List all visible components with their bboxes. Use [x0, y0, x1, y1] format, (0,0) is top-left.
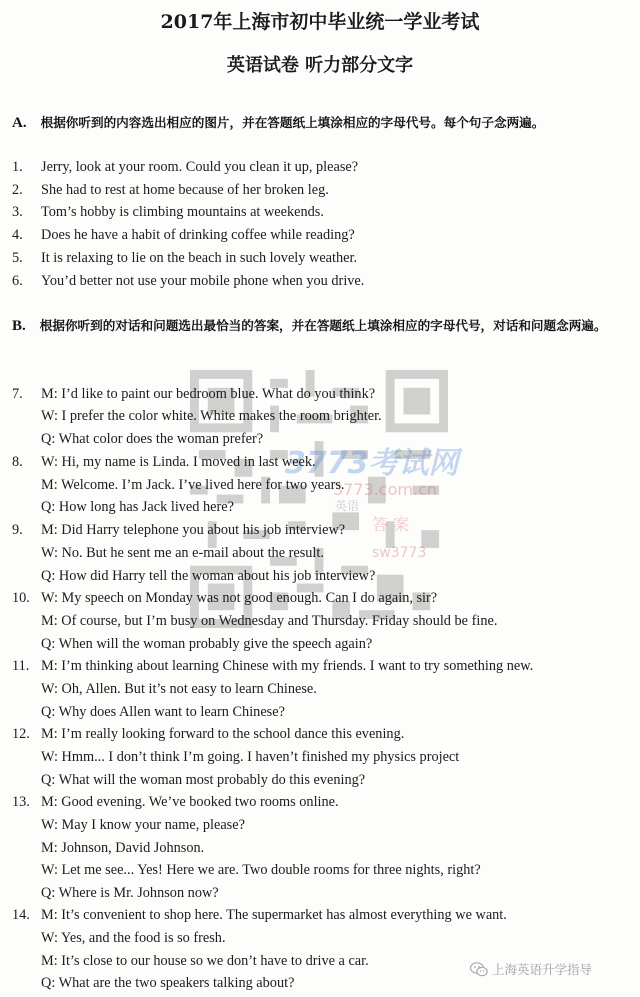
dialogue-line: Q: How long has Jack lived here?	[41, 499, 234, 515]
list-item: 4. Does he have a habit of drinking coffee while reading?	[12, 227, 355, 243]
dialogue-line: W: May I know your name, please?	[41, 817, 245, 833]
watermark-url: 3773.com.cn	[333, 480, 437, 499]
dialogue-line: W: Let me see... Yes! Here we are. Two double rooms for three nights, right?	[41, 862, 481, 878]
list-item: 2. She had to rest at home because of her broken leg.	[12, 182, 329, 198]
dialogue-item: 10. W: My speech on Monday was not good enough. Can I do again, sir?	[12, 590, 438, 606]
dialogue-line: M: Welcome. I’m Jack. I’ve lived here for two years.	[41, 477, 345, 493]
section-b-letter: B.	[12, 318, 26, 334]
dialogue-line: Q: What will the woman most probably do this evening?	[41, 772, 366, 788]
footer-account: 上海英语升学指导	[492, 962, 593, 977]
dialogue-item: 12. M: I’m really looking forward to the school dance this evening.	[12, 726, 405, 742]
section-b-text: 根据你听到的对话和问题选出最恰当的答案，并在答题纸上填涂相应的字母代号，对话和问题念两遍。	[39, 318, 607, 333]
dialogue-line: W: I prefer the color white. White makes the room brighter.	[41, 408, 382, 424]
list-item: 5. It is relaxing to lie on the beach in such lovely weather.	[12, 250, 358, 266]
dialogue-item: 9. M: Did Harry telephone you about his job interview?	[12, 522, 346, 538]
list-item: 6. You’d better not use your mobile phone when you drive.	[12, 273, 365, 289]
dialogue-item: 8. W: Hi, my name is Linda. I moved in last week.	[12, 454, 316, 470]
dialogue-line: Q: Where is Mr. Johnson now?	[41, 885, 219, 901]
dialogue-item: 11. M: I’m thinking about learning Chinese with my friends. I want to try something new.	[12, 658, 534, 674]
section-a-letter: A.	[12, 115, 27, 131]
dialogue-item: 14. M: It’s convenient to shop here. The supermarket has almost everything we want.	[12, 907, 507, 923]
dialogue-line: M: Johnson, David Johnson.	[41, 840, 205, 856]
section-b-instruction	[12, 314, 630, 338]
page-subtitle: 英语试卷 听力部分文字	[226, 55, 414, 76]
dialogue-line: M: Of course, but I’m busy on Wednesday and Thursday. Friday should be fine.	[41, 613, 498, 629]
dialogue-line: Q: When will the woman probably give the speech again?	[41, 636, 373, 652]
dialogue-item: 13. M: Good evening. We’ve booked two rooms online.	[12, 794, 339, 810]
watermark-code: sw3773	[372, 545, 427, 561]
section-a-instruction	[12, 111, 630, 135]
watermark-site: 3773考试网	[285, 446, 459, 481]
watermark-tag: 英语	[335, 499, 360, 513]
dialogue-line: W: Hmm... I don’t think I’m going. I haven’t finished my physics project	[41, 749, 460, 765]
dialogue-line: Q: What are the two speakers talking about?	[41, 975, 295, 991]
list-item: 1. Jerry, look at your room. Could you clean it up, please?	[12, 159, 359, 175]
wechat-icon	[470, 962, 488, 980]
dialogue-line: W: Yes, and the food is so fresh.	[41, 930, 226, 946]
dialogue-line: M: It’s close to our house so we don’t have to drive a car.	[41, 953, 369, 969]
dialogue-line: Q: What color does the woman prefer?	[41, 431, 264, 447]
dialogue-line: W: Oh, Allen. But it’s not easy to learn Chinese.	[41, 681, 317, 697]
page-title: 2017年上海市初中毕业统一学业考试	[160, 11, 480, 33]
watermark-answers: 答 案	[372, 515, 410, 534]
dialogue-line: W: No. But he sent me an e-mail about the result.	[41, 545, 324, 561]
dialogue-line: Q: Why does Allen want to learn Chinese?	[41, 704, 285, 720]
footer-watermark	[470, 960, 592, 980]
list-item: 3. Tom’s hobby is climbing mountains at weekends.	[12, 204, 324, 220]
dialogue-item: 7. M: I’d like to paint our bedroom blue. What do you think?	[12, 386, 376, 402]
dialogue-line: Q: How did Harry tell the woman about his job interview?	[41, 568, 376, 584]
section-a-text: 根据你听到的内容选出相应的图片，并在答题纸上填涂相应的字母代号。每个句子念两遍。	[40, 115, 545, 130]
